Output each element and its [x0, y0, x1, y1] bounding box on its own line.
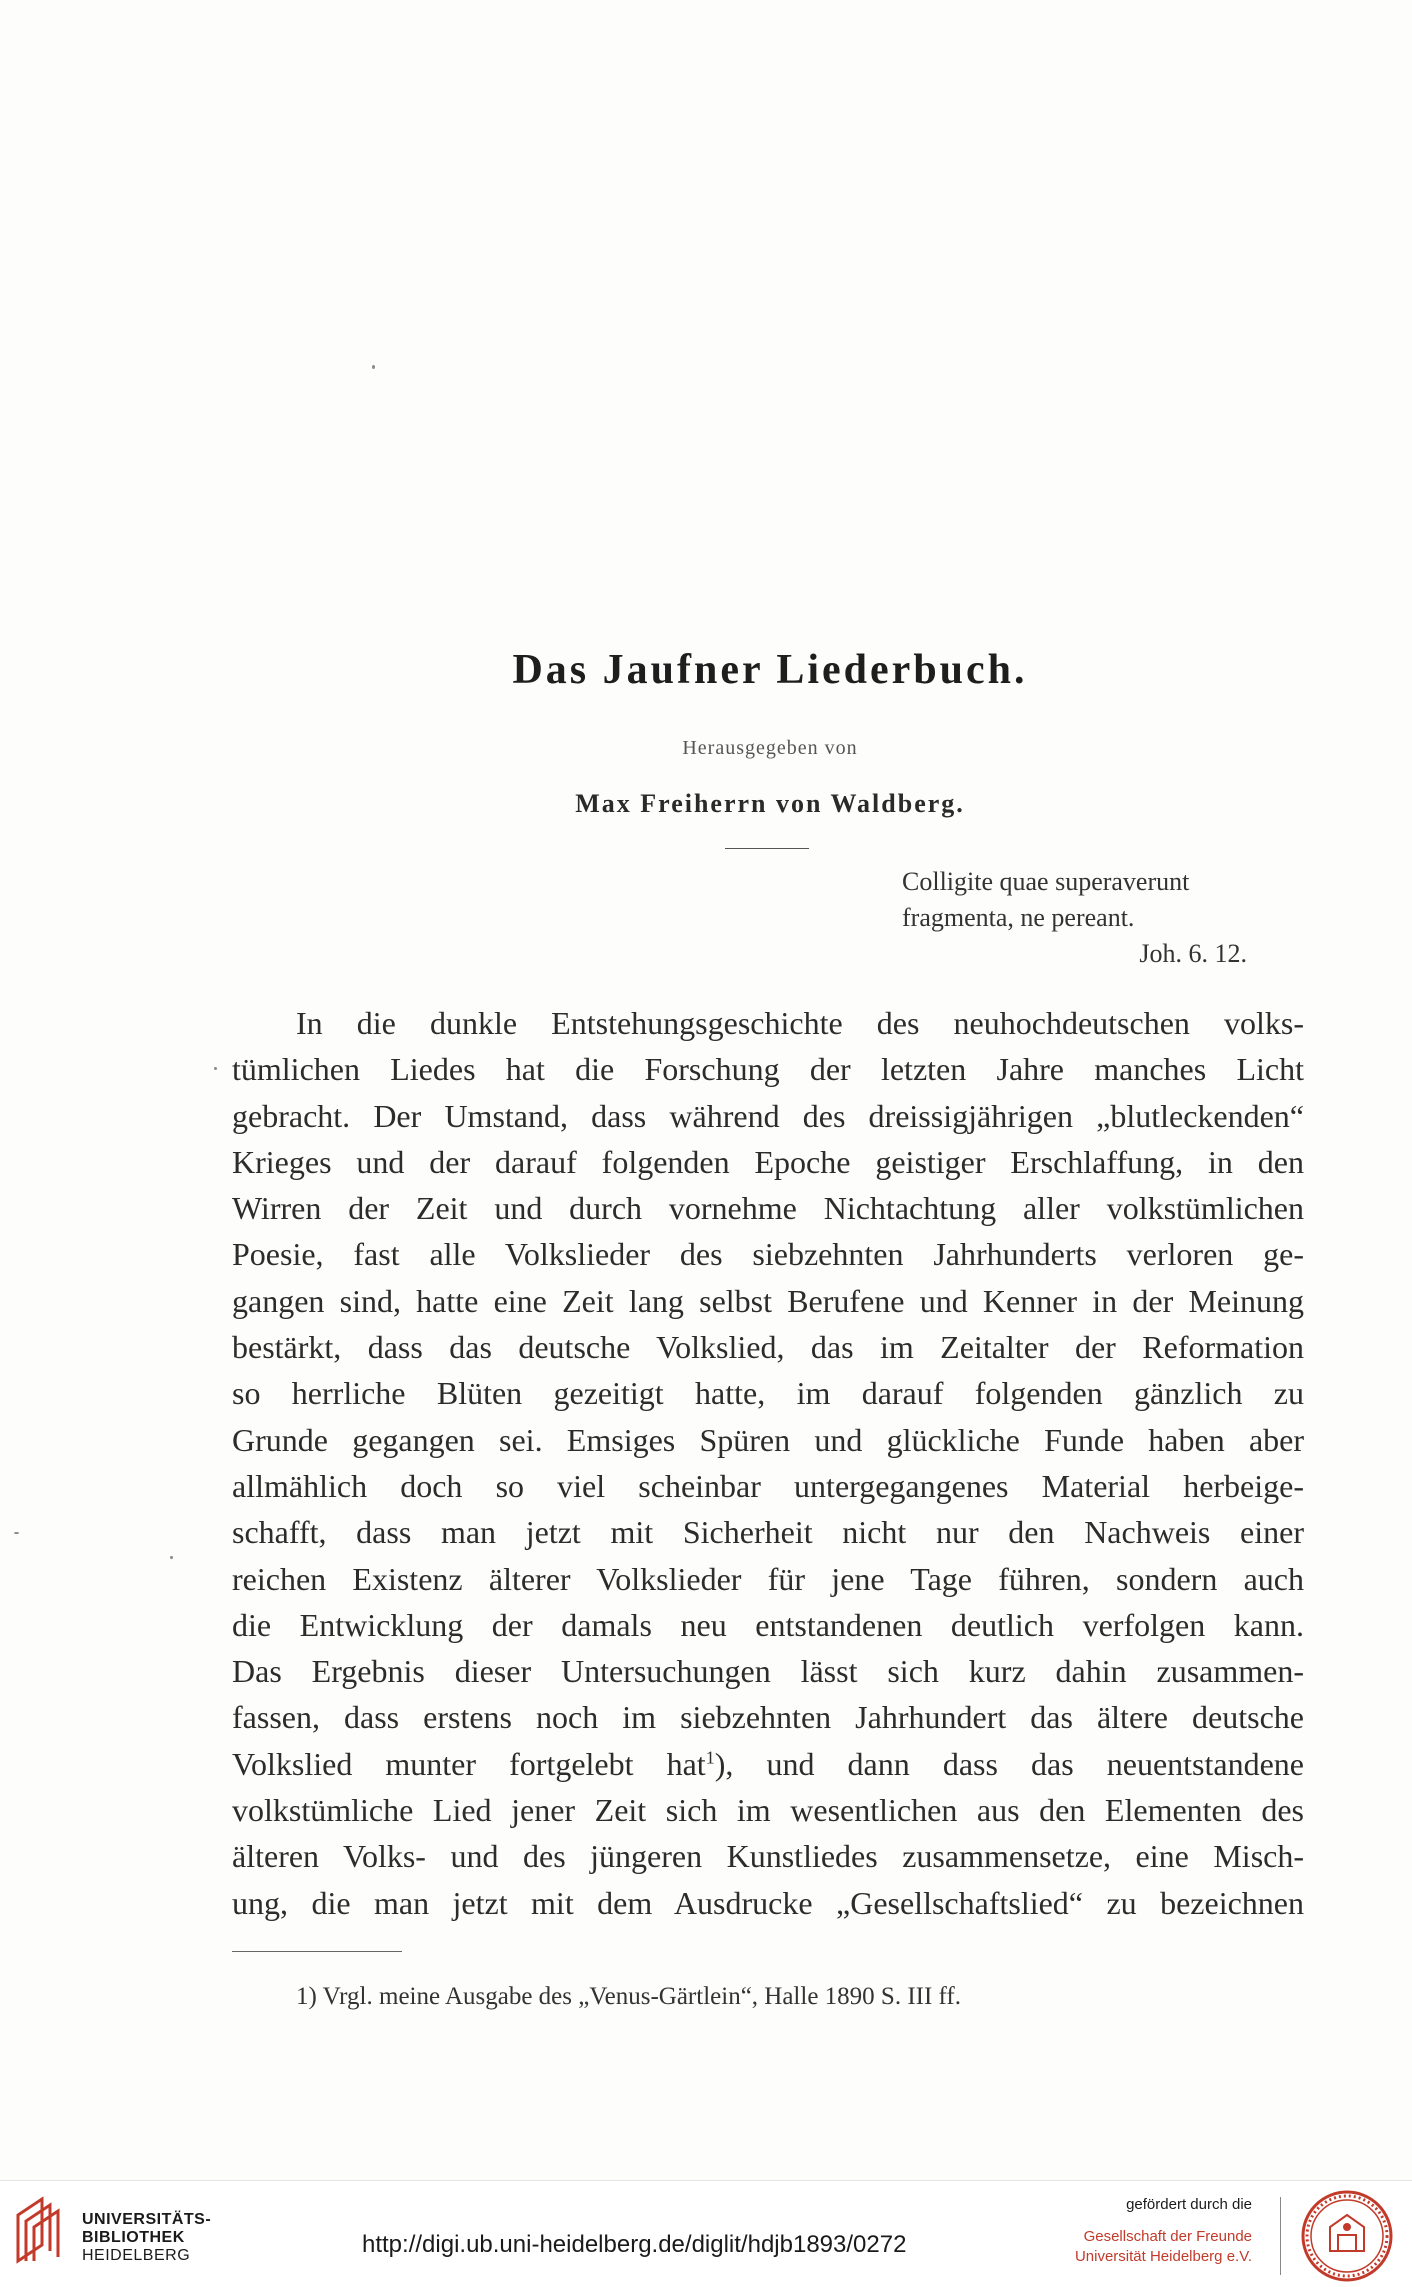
footnote-marker: 1 — [705, 1747, 715, 1768]
text-line: fassen, dass erstens noch im siebzehnten Jahrhundert das ältere deutsche — [232, 1699, 1304, 1736]
text-line: ung, die man jetzt mit dem Ausdrucke „Gesellschaftslied“ zu bezeichnen — [232, 1884, 1304, 1921]
footnote: 1) Vrgl. meine Ausgabe des „Venus-Gärtlein“, Halle 1890 S. III ff. — [296, 1983, 962, 2010]
dust-speck — [214, 1067, 217, 1070]
text-line: tümlichen Liedes hat die Forschung der letzten Jahre manches Licht — [232, 1051, 1304, 1088]
motto — [902, 864, 1247, 972]
text-line: Krieges und der darauf folgenden Epoche geistiger Erschlaffung, in den — [232, 1143, 1304, 1180]
text-line: volkstümliche Lied jener Zeit sich im wesentlichen aus den Elementen des — [232, 1792, 1304, 1829]
text-line: so herrliche Blüten gezeitigt hatte, im darauf folgenden gänzlich zu — [232, 1375, 1304, 1412]
title-divider — [725, 848, 809, 849]
dust-speck — [14, 1532, 19, 1534]
text-line: Das Ergebnis dieser Untersuchungen lässt sich kurz dahin zusammen- — [232, 1653, 1304, 1690]
motto-line: Colligite quae superaverunt — [902, 867, 1190, 896]
text-line: Poesie, fast alle Volkslieder des siebzehnten Jahrhunderts verloren ge- — [232, 1236, 1304, 1273]
text-line-with-footnote-ref — [232, 1741, 1304, 1787]
footnote-divider — [232, 1951, 402, 1952]
text-line: schafft, dass man jetzt mit Sicherheit nicht nur den Nachweis einer — [232, 1514, 1304, 1551]
text-line: allmählich doch so viel scheinbar untergegangenes Material herbeige- — [232, 1467, 1304, 1504]
sponsor-name: Gesellschaft der Freunde — [1083, 2228, 1252, 2245]
library-logo-icon — [12, 2191, 70, 2271]
document-author: Max Freiherrn von Waldberg. — [575, 789, 965, 818]
text-line: Wirren der Zeit und durch vornehme Nichtachtung aller volkstümlichen — [232, 1190, 1304, 1227]
text-fragment: Volkslied munter fortgelebt hat — [232, 1745, 706, 1782]
sponsor-credit — [1032, 2195, 1252, 2267]
dust-speck — [170, 1556, 173, 1559]
university-seal-icon — [1300, 2189, 1394, 2283]
document-subtitle: Herausgegeben von — [682, 737, 858, 759]
text-line: die Entwicklung der damals neu entstandenen deutlich verfolgen kann. — [232, 1606, 1304, 1643]
text-line: älteren Volks- und des jüngeren Kunstliedes zusammensetze, eine Misch- — [232, 1838, 1304, 1875]
text-fragment: ), und dann dass das neuentstandene — [714, 1745, 1305, 1782]
banner-divider — [1280, 2197, 1281, 2275]
text-line: In die dunkle Entstehungsgeschichte des neuhochdeutschen volks- — [296, 1005, 1304, 1041]
motto-line: fragmenta, ne pereant. — [902, 903, 1135, 932]
library-name-line: UNIVERSITÄTS- — [82, 2211, 212, 2228]
sponsor-label: gefördert durch die — [1126, 2196, 1252, 2213]
motto-reference: Joh. 6. 12. — [1139, 939, 1247, 968]
library-name-line: HEIDELBERG — [82, 2247, 191, 2264]
permalink-url[interactable]: http://digi.ub.uni-heidelberg.de/diglit/hdjb1893/0272 — [362, 2231, 907, 2258]
sponsor-name: Universität Heidelberg e.V. — [1074, 2248, 1252, 2265]
text-line: gebracht. Der Umstand, dass während des dreissigjährigen „blutleckenden“ — [232, 1097, 1304, 1134]
digitization-banner — [0, 2180, 1412, 2287]
library-name-line: BIBLIOTHEK — [82, 2229, 185, 2246]
text-line: reichen Existenz älterer Volkslieder für jene Tage führen, sondern auch — [232, 1560, 1304, 1597]
dust-speck — [372, 365, 375, 369]
library-name — [82, 2211, 211, 2265]
text-line: gangen sind, hatte eine Zeit lang selbst Berufene und Kenner in der Meinung — [232, 1282, 1304, 1319]
text-line: Grunde gegangen sei. Emsiges Spüren und glückliche Funde haben aber — [232, 1421, 1304, 1458]
document-title: Das Jaufner Liederbuch. — [512, 647, 1028, 693]
text-line: bestärkt, dass das deutsche Volkslied, das im Zeitalter der Reformation — [232, 1329, 1304, 1366]
body-paragraph — [232, 1000, 1304, 1926]
